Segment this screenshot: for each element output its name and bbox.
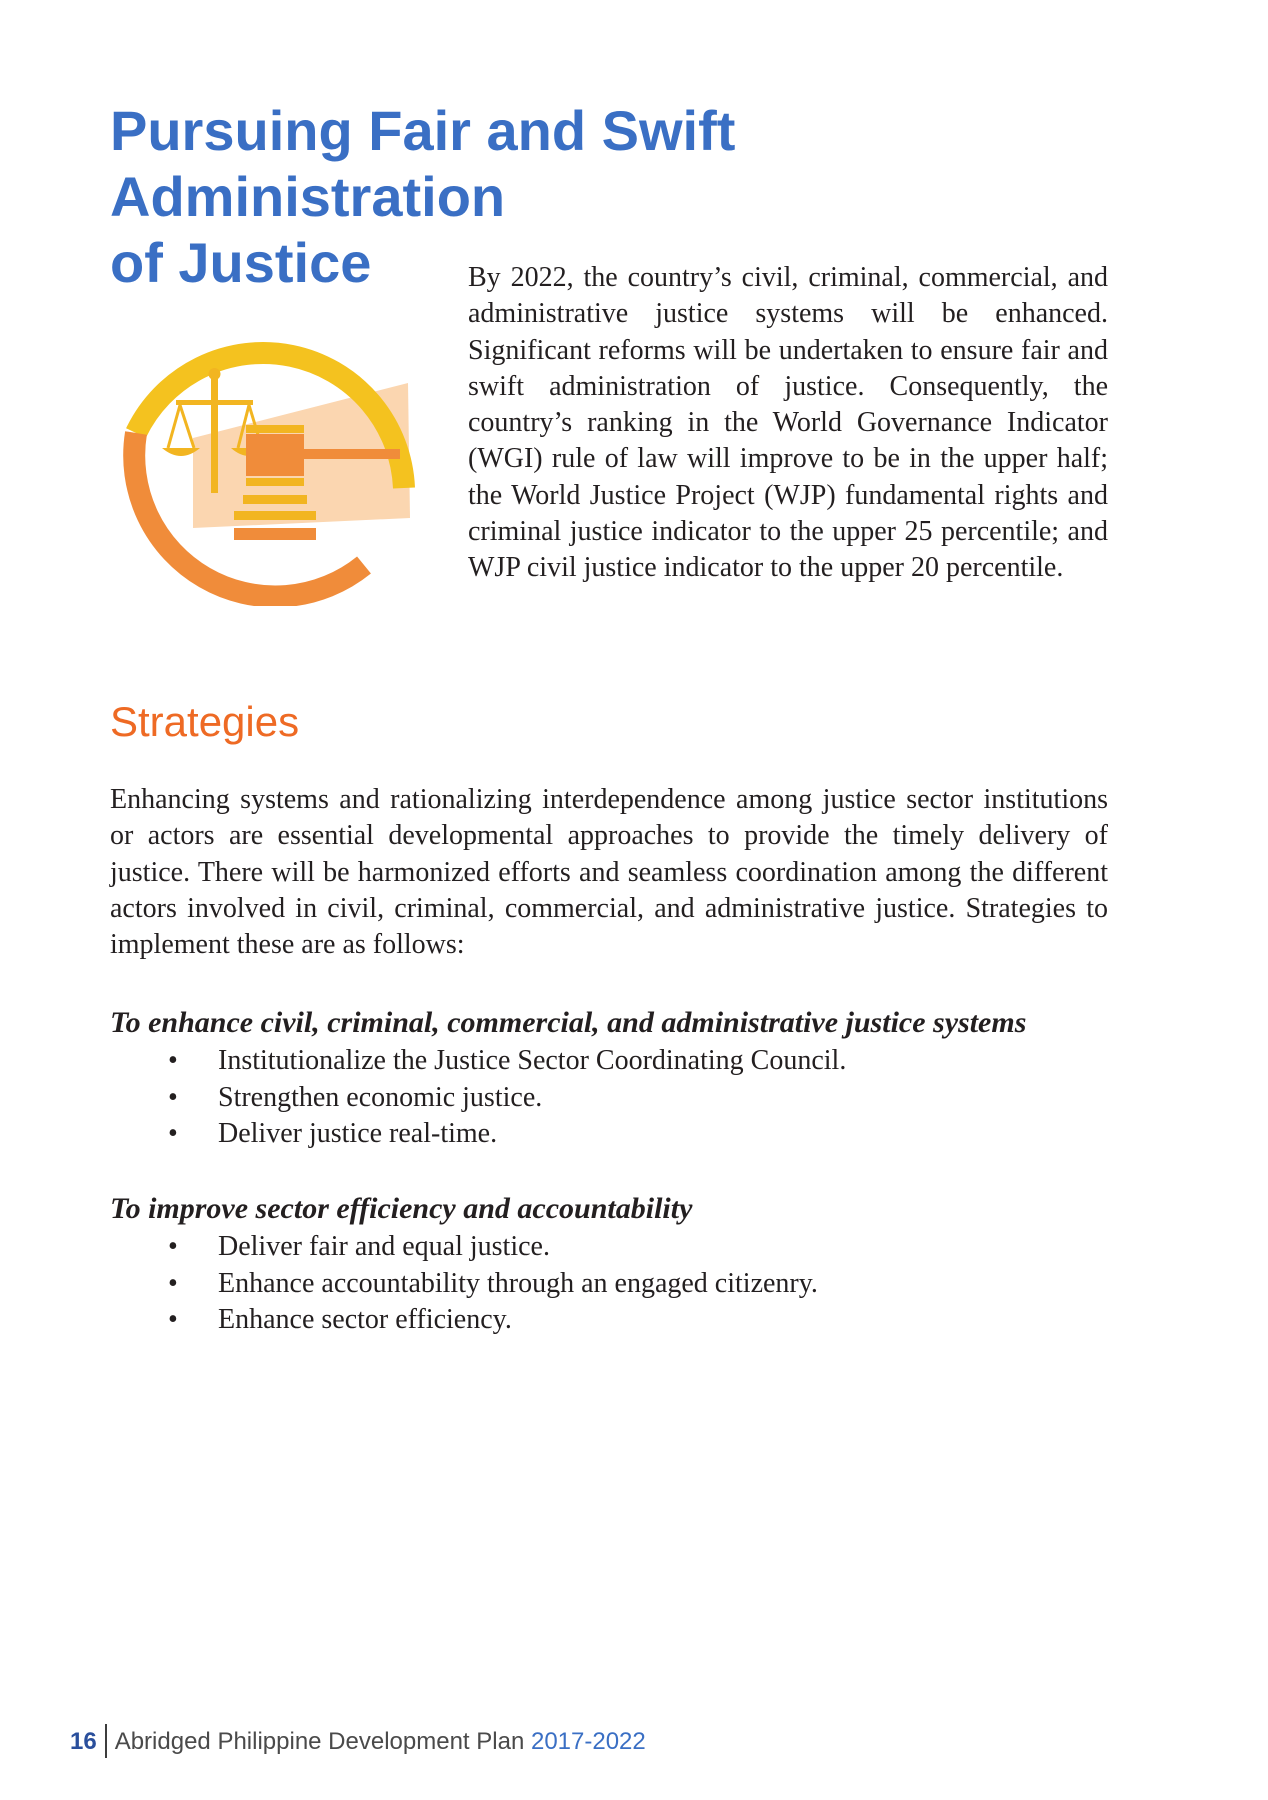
list-item [110, 1116, 1110, 1153]
publication-title: Abridged Philippine Development Plan [114, 1728, 525, 1755]
list-item-text: Enhance accountability through an engaged citizenry. [218, 1267, 818, 1299]
bullet-icon: • [168, 1118, 178, 1150]
page-number: 16 [70, 1728, 97, 1755]
list-item-text: Deliver justice real-time. [218, 1118, 498, 1150]
page-footer [70, 1724, 646, 1760]
list-item-text: Deliver fair and equal justice. [218, 1231, 550, 1262]
publication-years: 2017-2022 [530, 1728, 646, 1755]
list-item-text: Institutionalize the Justice Sector Coordinating Council. [218, 1045, 847, 1076]
strategy-list [110, 1229, 1110, 1339]
list-item [110, 1043, 1110, 1080]
strategy-list [110, 1043, 1110, 1153]
bullet-icon: • [168, 1081, 178, 1113]
bullet-icon: • [168, 1231, 178, 1262]
list-item [110, 1302, 1110, 1339]
list-item [110, 1080, 1110, 1117]
bullet-icon: • [168, 1045, 178, 1076]
strategies-paragraph: Enhancing systems and rationalizing interdependence among justice sector institutions or actors are essential developmental approaches to provide the timely delivery of justice. There will be harmonized efforts and seamless coordination among the different actors involved in civil, criminal, commercial, and administrative justice. Strategies to implement these are as follows: [110, 784, 1108, 961]
list-item [110, 1229, 1110, 1266]
bullet-icon: • [168, 1304, 178, 1336]
bullet-icon: • [168, 1267, 178, 1299]
footer-divider [105, 1724, 107, 1758]
scales-and-gavel-icon [118, 288, 436, 606]
list-item-text: Enhance sector efficiency. [218, 1304, 512, 1336]
strategy-group-heading: To enhance civil, criminal, commercial, and administrative justice systems [110, 1006, 1027, 1039]
intro-paragraph: By 2022, the country’s civil, criminal, commercial, and administrative justice systems will be enhanced. Significant reforms will be undertaken to ensure fair and swift administration of justice. Consequently, the country’s ranking in the World Governance Indicator (WGI) rule of law will improve to be in the upper half; the World Justice Project (WJP) fundamental rights and criminal justice indicator to the upper 25 percentile; and WJP civil justice indicator to the upper 20 percentile. [468, 262, 1108, 584]
strategy-group-heading: To improve sector efficiency and accountability [110, 1192, 693, 1225]
strategies-heading: Strategies [110, 698, 300, 745]
page-title: Pursuing Fair and Swift Administration of Justice [110, 99, 736, 294]
list-item-text: Strengthen economic justice. [218, 1081, 543, 1113]
list-item [110, 1266, 1110, 1303]
